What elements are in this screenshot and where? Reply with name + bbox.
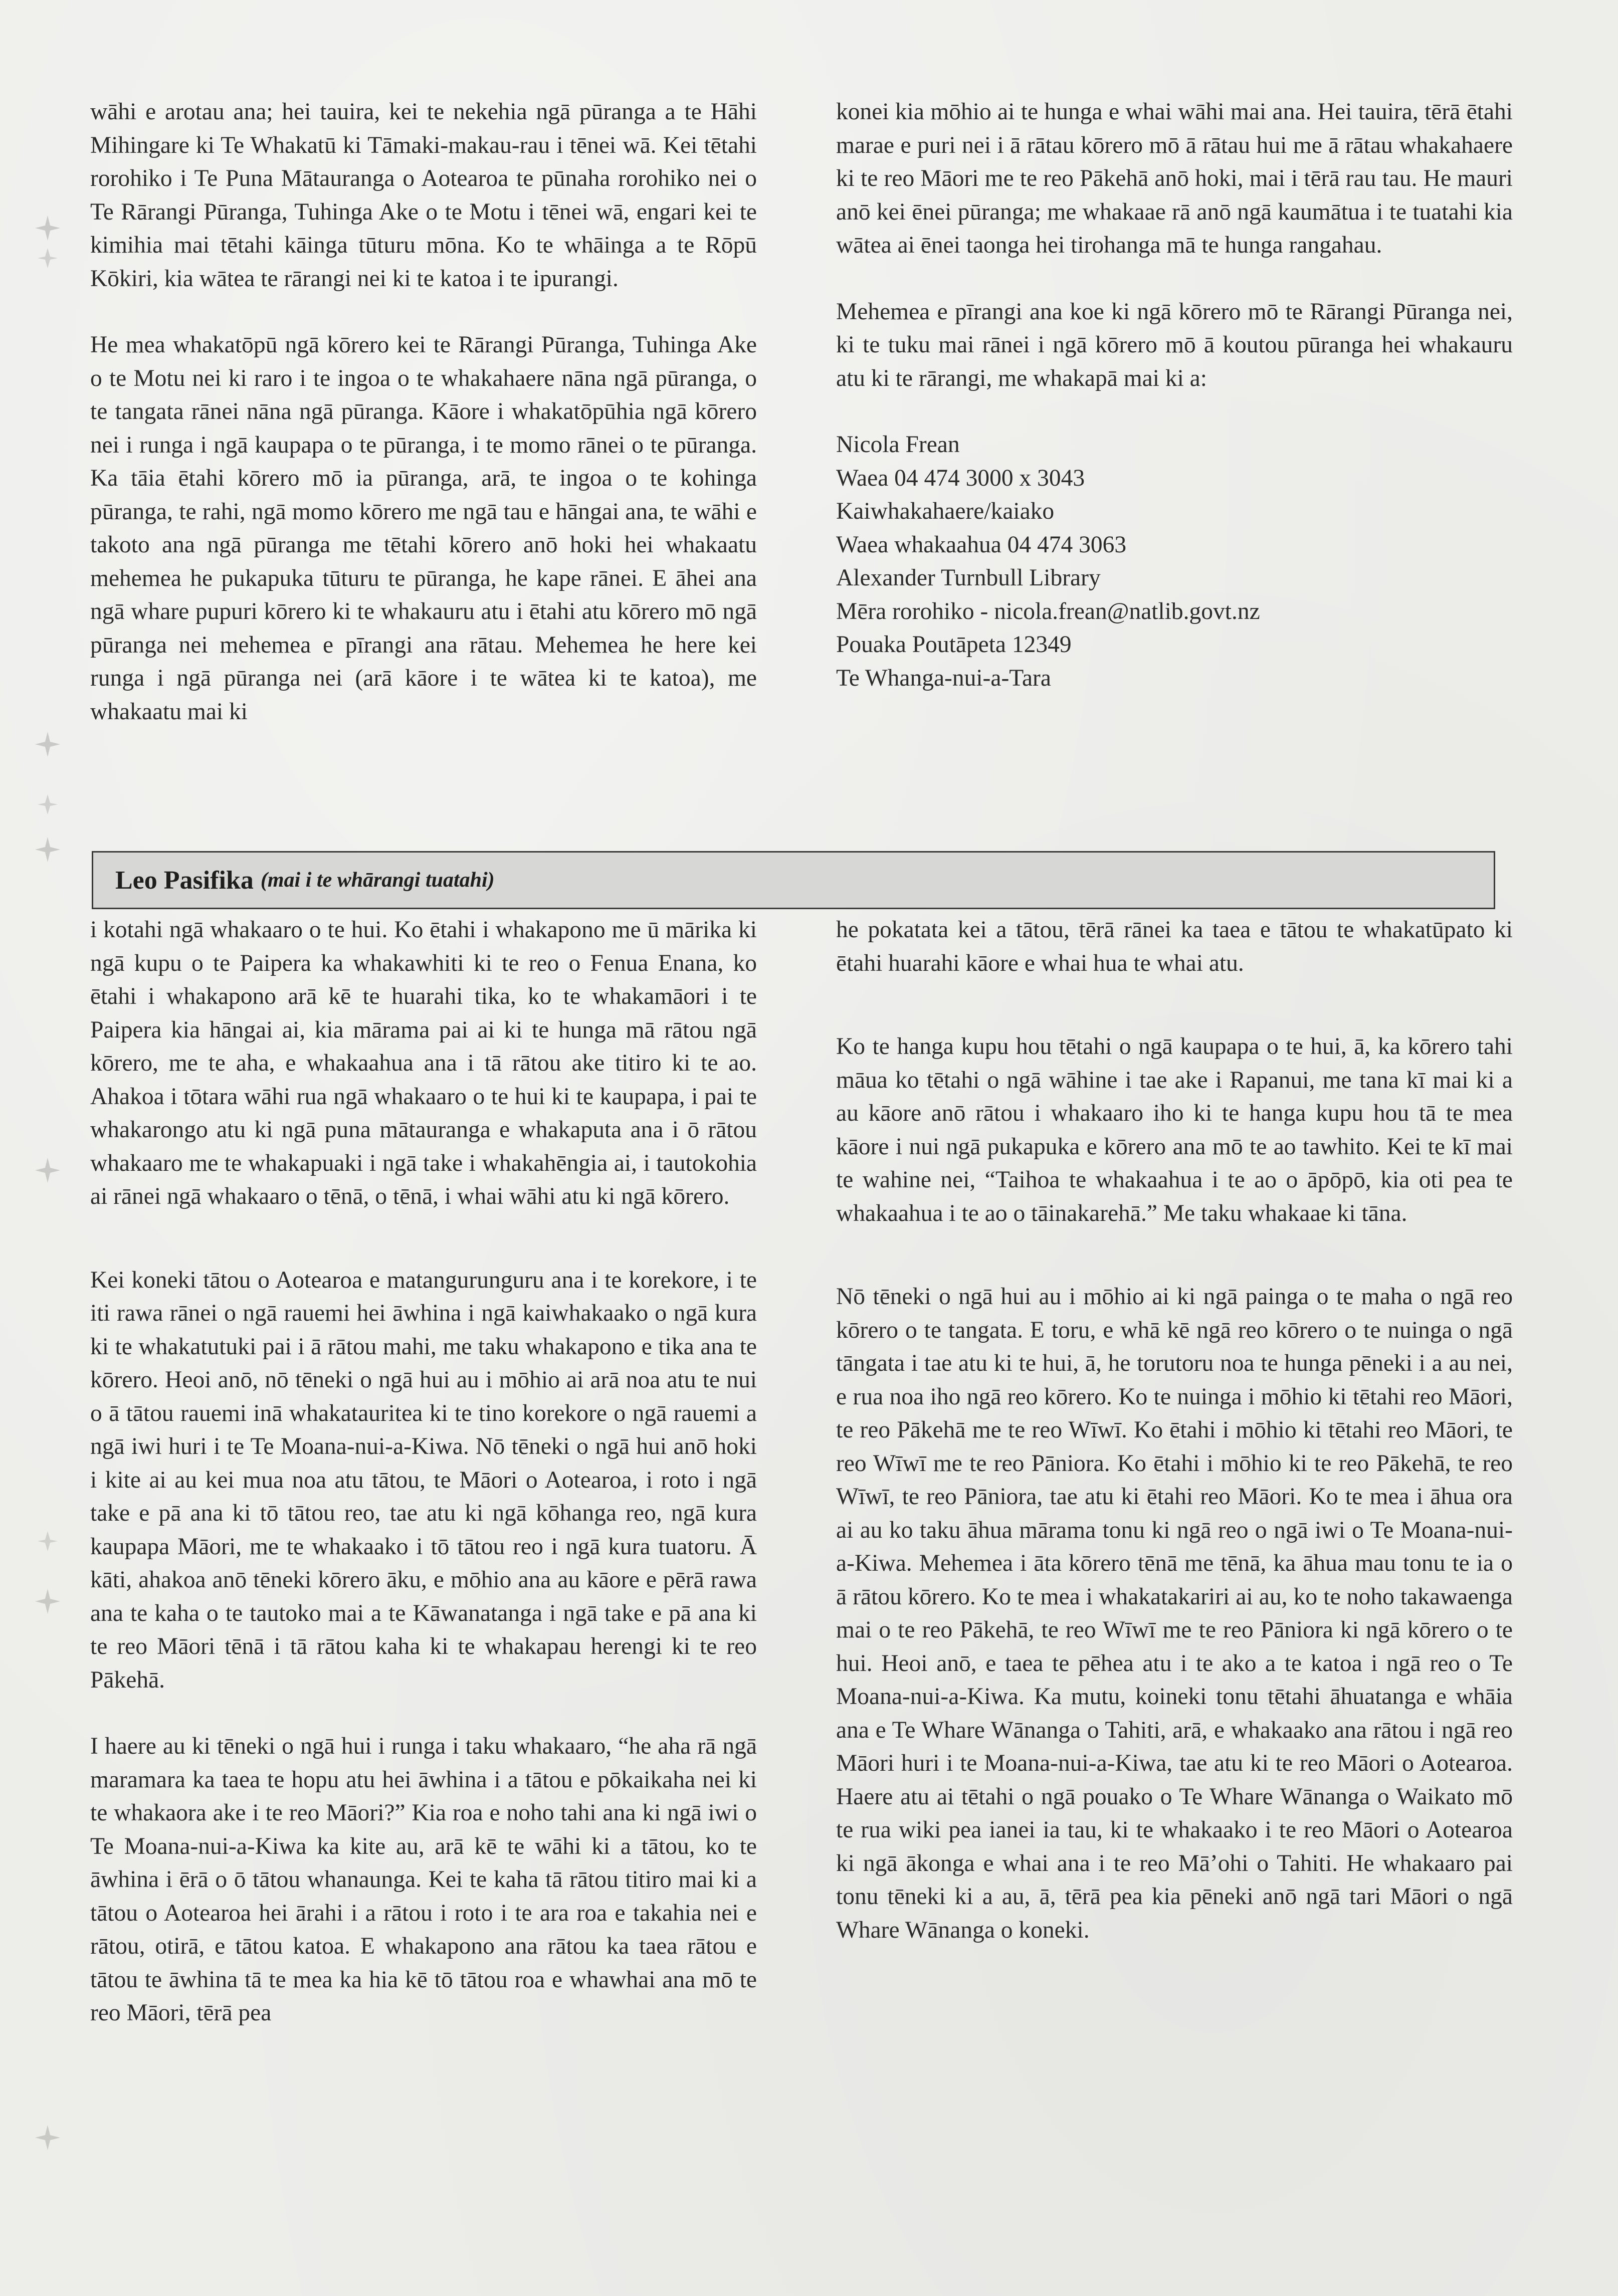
binder-hole-icon	[30, 241, 65, 276]
contact-block	[836, 428, 1513, 695]
paragraph: konei kia mōhio ai te hunga e whai wāhi mai ana. Hei tauira, tērā ētahi marae e puri nei i ā rātau kōrero mō ā rātau hui me ā rātau whakahaere ki te reo Māori me te reo Pākehā anō hoki, mai i tērā rau tau. He mauri anō kei ēnei pūranga; me whakaae rā anō ngā kaumātua i te tuatahi kia wātea ai ēnei taonga hei tirohanga mā te hunga rangahau.	[836, 99, 1513, 258]
paragraph: he pokatata kei a tātou, tērā rānei ka taea e tātou te whakatūpato ki ētahi huarahi kāore e whai hua te whai atu.	[836, 917, 1513, 976]
section-title: Leo Pasifika	[115, 866, 254, 895]
contact-city: Te Whanga-nui-a-Tara	[836, 665, 1051, 691]
top-left-column	[90, 95, 757, 728]
paragraph: He mea whakatōpū ngā kōrero kei te Rārangi Pūranga, Tuhinga Ake o te Motu nei ki raro i te ingoa o te whakahaere nāna ngā pūranga, o te tangata rānei nāna ngā pūranga. Kāore i whakatōpūhia ngā kōrero nei i runga i ngā kaupapa o te pūranga, i te momo rānei o te pūranga. Ka tāia ētahi kōrero mō ia pūranga, arā, te ingoa o te kohinga pūranga, te rahi, ngā momo kōrero me ngā tau e hāngai ana, te wāhi e takoto ana ngā pūranga me tētahi kōrero anō hoki hei whakaatu mehemea he pukapuka tūturu te pūranga, he kape rānei. E āhei ana ngā whare pupuri kōrero ki te whakauru atu i ētahi atu kōrero mō ngā pūranga nei mehemea e pīrangi ana rātau. Mehemea he here kei runga i ngā pūranga nei (arā kāore i te wātea ki te katoa), me whakaatu mai ki	[90, 332, 757, 725]
paragraph: i kotahi ngā whakaaro o te hui. Ko ētahi i whakapono me ū mārika ki ngā kupu o te Paipera ka whakawhiti ki te reo o Fenua Enana, ko ētahi i whakapono arā kē te huarahi tika, ko te whakamāori i te Paipera kia hāngai ai, kia mārama pai ai ki te hunga mā rātou ngā kōrero, me te aha, e whakaahua ana i tā rātou ake titiro ki te ao. Ahakoa i tōtara wāhi rua ngā whakaaro o te hui ki te kaupapa, i pai te whakarongo atu ki ngā puna mātauranga e whakaputa ana i ō rātou whakaaro me te whakapuaki i ngā take i whakahēngia ai, i tautokohia ai rānei ngā whakaaro o tēnā, o tēnā, i whai wāhi atu ki ngā kōrero.	[90, 917, 757, 1209]
binder-hole-icon	[30, 2120, 65, 2155]
paragraph: Nō tēneki o ngā hui au i mōhio ai ki ngā painga o te maha o ngā reo kōrero o te tangata. E toru, e whā kē ngā reo kōrero o te nuinga o ngā tāngata i tae atu ki te hui, ā, he torutoru noa te hunga pēneki i a au nei, e rua noa iho ngā reo kōrero. Ko te nuinga i mōhio ki tētahi reo Māori, te reo Pākehā me te reo Wīwī. Ko ētahi i mōhio ki tētahi reo Māori, te reo Wīwī me te reo Pāniora. Ko ētahi i mōhio ki te reo Pākehā, te reo Wīwī, te reo Pāniora, tae atu ki ētahi reo Māori. Ko te mea i āhua ora ai au ko taku āhua mārama tonu ki ngā reo o ngā iwi o Te Moana-nui-a-Kiwa. Mehemea i āta kōrero tēnā me tēnā, ka āhua mau tonu te ia o ā rātou kōrero. Ko te mea i whakatakariri ai au, ko te noho takawaenga mai o te reo Pākehā, te reo Wīwī me te reo Pāniora ki ngā kōrero o te hui. Heoi anō, e taea te pēhea atu i te ako a te katoa i ngā reo o Te Moana-nui-a-Kiwa. Ka mutu, koineki tonu tētahi āhuatanga e whāia ana e Te Whare Wānanga o Tahiti, arā, e whakaako ana rātou i ngā reo Māori huri i te Moana-nui-a-Kiwa, tae atu ki te reo Māori o Aotearoa. Haere atu ai tētahi o ngā pouako o Te Whare Wānanga o Waikato mō te rua wiki pea ianei ia tau, ki te whakaako i te reo Māori o Aotearoa ki ngā ākonga e whai ana i te reo Mā’ohi o Tahiti. He whakaaro pai tonu tēneki ki a au, ā, tērā pea kia pēneki anō ngā tari Māori o ngā Whare Wānanga o koneki.	[836, 1284, 1513, 1943]
contact-org: Alexander Turnbull Library	[836, 565, 1101, 591]
binder-hole-icon	[30, 832, 65, 867]
bottom-left-column	[90, 913, 757, 2030]
section-header-bar	[92, 851, 1495, 909]
contact-phone: Waea 04 474 3000 x 3043	[836, 465, 1085, 491]
top-right-column	[836, 95, 1513, 695]
contact-fax: Waea whakaahua 04 474 3063	[836, 531, 1127, 558]
contact-name: Nicola Frean	[836, 432, 960, 458]
contact-role: Kaiwhakahaere/kaiako	[836, 498, 1055, 524]
contact-pobox: Pouaka Poutāpeta 12349	[836, 632, 1072, 658]
paragraph: Mehemea e pīrangi ana koe ki ngā kōrero mō te Rārangi Pūranga nei, ki te tuku mai rānei i ngā kōrero mō ā koutou pūranga hei whakauru atu ki te rārangi, me whakapā mai ki a:	[836, 298, 1513, 391]
binder-hole-icon	[30, 787, 65, 822]
paragraph: wāhi e arotau ana; hei tauira, kei te nekehia ngā pūranga a te Hāhi Mihingare ki Te Whakatū ki Tāmaki-makau-rau i tēnei wā. Kei tētahi rorohiko i Te Puna Mātauranga o Aotearoa te pūnaha rorohiko nei o Te Rārangi Pūranga, Tuhinga Ake o te Motu i tēnei wā, engari kei te kimihia mai tētahi kāinga tūturu mōna. Ko te whāinga a te Rōpū Kōkiri, kia wātea te rārangi nei ki te katoa i te ipurangi.	[90, 99, 757, 292]
paragraph: Ko te hanga kupu hou tētahi o ngā kaupapa o te hui, ā, ka kōrero tahi māua ko tētahi o ngā wāhine i tae ake i Rapanui, me tana kī mai ki a au kāore anō rātou i whakaaro iho ki te hanga kupu hou tā te mea kāore i nui ngā pukapuka e kōrero ana mō te ao tawhito. Kei te kī mai te wahine nei, “Taihoa te whakaahua i te ao o āpōpō, kia oti pea te whakaahua i te ao o tāinakarehā.” Me taku whakaae ki tāna.	[836, 1033, 1513, 1226]
binder-hole-icon	[30, 1153, 65, 1188]
contact-email: Mēra rorohiko - nicola.frean@natlib.govt.nz	[836, 598, 1260, 624]
section-subtitle: (mai i te whārangi tuatahi)	[260, 869, 495, 892]
binder-hole-icon	[30, 1524, 65, 1559]
paragraph: Kei koneki tātou o Aotearoa e matangurunguru ana i te korekore, i te iti rawa rānei o ngā rauemi hei āwhina i ngā kaiwhakaako o ngā kura ki te whakatutuki pai i ā rātou mahi, me taku whakapono e tika ana te kōrero. Heoi anō, nō tēneki o ngā hui au i mōhio ai arā noa atu te nui o ā tātou rauemi inā whakatauritea ki te tino korekore o ngā rauemi a ngā iwi huri i te Te Moana-nui-a-Kiwa. Nō tēneki o ngā hui anō hoki i kite ai au kei mua noa atu tātou, te Māori o Aotearoa, i roto i ngā take e pā ana ki tō tātou reo, tae atu ki ngā kōhanga reo, ngā kura kaupapa Māori, me te whakaako i tō tātou reo i ngā kura tuatoru. Ā kāti, ahakoa anō tēneki kōrero āku, e mōhio ana au kāore e pērā rawa ana te kaha o te tautoko mai a te Kāwanatanga i ngā take e pā ana ki te reo Māori tēnā i tā rātou kaha ki te whakapau herengi ki te reo Pākehā.	[90, 1267, 757, 1693]
paragraph: I haere au ki tēneki o ngā hui i runga i taku whakaaro, “he aha rā ngā maramara ka taea te hopu atu hei āwhina i a tātou e pōkaikaha nei ki te whakaora ake i te reo Māori?” Kia roa e noho tahi ana ki ngā iwi o Te Moana-nui-a-Kiwa ka kite au, arā kē te wāhi ki a tātou, ko te āwhina i ērā o ō tātou whanaunga. Kei te kaha tā rātou titiro mai ki a tātou o Aotearoa hei ārahi i a rātou i roto i te ara roa e takahia nei e rātou, otirā, e tātou katoa. E whakapono ana rātou ka taea rātou e tātou te āwhina tā te mea ka hia kē tō tātou roa e whawhai ana mō te reo Māori, tērā pea	[90, 1733, 757, 2026]
binder-hole-icon	[30, 1584, 65, 1619]
bottom-right-column	[836, 913, 1513, 1947]
binder-hole-icon	[30, 727, 65, 762]
